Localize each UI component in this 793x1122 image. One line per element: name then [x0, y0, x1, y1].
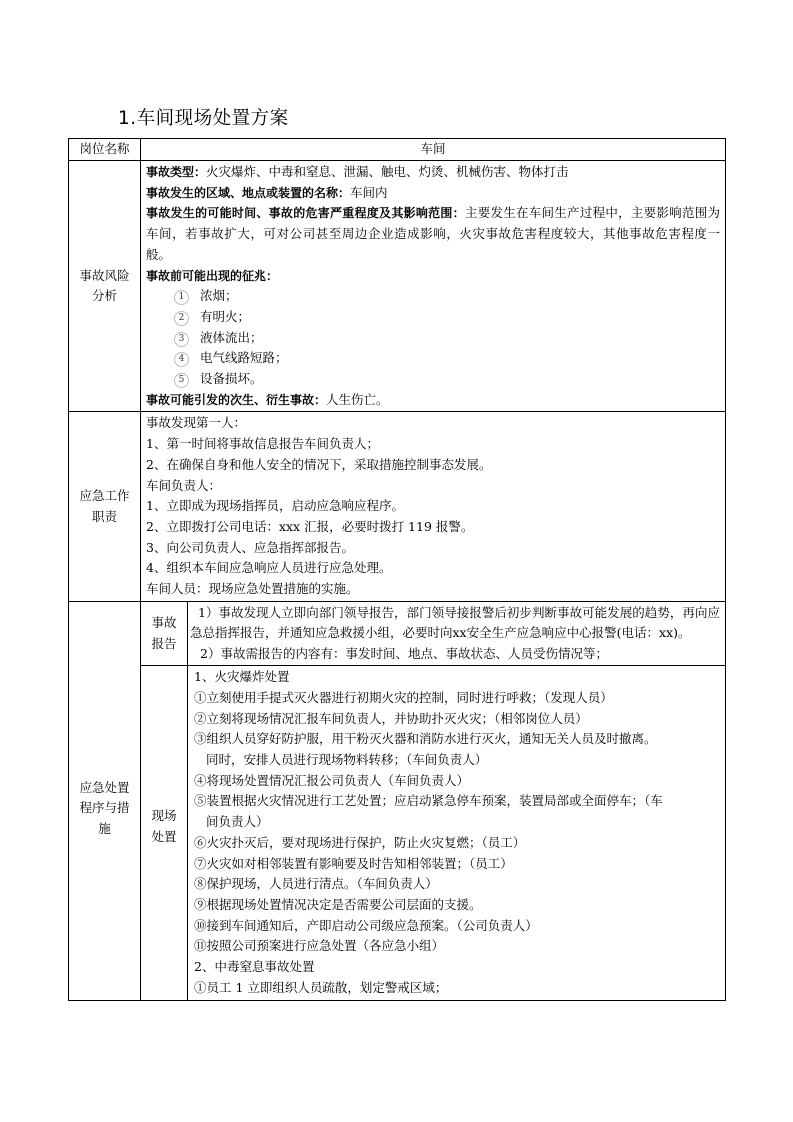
position-name-label: 岗位名称 [69, 139, 141, 161]
onsite-line: ⑩接到车间通知后，产即启动公司级应急预案。（公司负责人） [194, 917, 538, 933]
circled-number-icon: 5 [174, 373, 189, 388]
table-row-risk-analysis [69, 161, 726, 412]
duty-line: 3、向公司负责人、应急指挥部报告。 [146, 539, 354, 555]
accident-type: 事故类型：火灾爆炸、中毒和窒息、泄漏、触电、灼烫、机械伤害、物体打击 [146, 164, 569, 179]
onsite-line: ①员工 1 立即组织人员疏散，划定警戒区域； [194, 979, 448, 995]
duty-line: 2、立即拨打公司电话：xxx 汇报，必要时拨打 119 报警。 [146, 518, 474, 534]
warning-sign-item: 1 浓烟； [146, 286, 720, 307]
risk-analysis-content [141, 161, 726, 412]
accident-area: 事故发生的区域、地点或装置的名称：车间内 [146, 184, 388, 200]
duty-line: 4、组织本车间应急响应人员进行应急处理。 [146, 560, 392, 576]
accident-impact: 事故发生的可能时间、事故的危害严重程度及其影响范围：主要发生在车间生产过程中，主要影响范围为车间，若事故扩大，可对公司甚至周边企业造成影响，火灾事故危害程度较大，其他事故危害程度一般。 [146, 205, 720, 262]
onsite-line: ⑧保护现场，人员进行清点。（车间负责人） [194, 876, 438, 892]
position-name-value: 车间 [141, 139, 726, 161]
onsite-line: ④将现场处置情况汇报公司负责人（车间负责人） [194, 772, 470, 788]
warning-sign-item: 2 有明火； [146, 307, 720, 328]
onsite-handling-label: 现场 处置 [141, 666, 188, 1000]
onsite-line: ①立刻使用手提式灭火器进行初期火灾的控制，同时进行呼救；（发现人员） [194, 689, 613, 705]
table-row-emergency-duties [69, 412, 726, 601]
onsite-line: 间负责人） [206, 814, 269, 830]
circled-number-icon: 1 [174, 290, 189, 305]
warning-sign-item: 3 液体流出； [146, 328, 720, 349]
onsite-line: ②立刻将现场情况汇报车间负责人，并协助扑灭火灾；（相邻岗位人员） [194, 710, 588, 726]
onsite-line: ⑦火灾如对相邻装置有影响要及时告知相邻装置；（员工） [194, 855, 513, 871]
onsite-line: 1、火灾爆炸处置 [194, 669, 290, 685]
duty-line: 1、第一时间将事故信息报告车间负责人； [146, 436, 379, 452]
onsite-line: ③组织人员穿好防护服，用干粉灭火器和消防水进行灭火，通知无关人员及时撤离。 [194, 731, 657, 747]
emergency-procedure-label: 应急处置 程序与措 施 [69, 601, 141, 1000]
accident-report-content [188, 601, 726, 666]
risk-analysis-label: 事故风险 分析 [69, 161, 141, 412]
onsite-line: ⑨根据现场处置情况决定是否需要公司层面的支援。 [194, 897, 482, 912]
duty-line: 2、在确保自身和他人安全的情况下，采取措施控制事态发展。 [146, 456, 492, 472]
table-row-accident-report [69, 601, 726, 666]
report-paragraph-1: 1）事故发现人立即向部门领导报告，部门领导接报警后初步判断事故可能发展的趋势，再向应急总指挥报告，并通知应急救援小组，必要时向xx安全生产应急响应中心报警(电话：xx)。 [190, 604, 720, 641]
accident-report-label: 事故 报告 [141, 601, 188, 666]
report-paragraph-2: 2）事故需报告的内容有：事发时间、地点、事故状态、人员受伤情况等； [200, 645, 608, 661]
onsite-line: ⑥火灾扑灭后，要对现场进行保护，防止火灾复燃；（员工） [194, 834, 526, 850]
circled-number-icon: 2 [174, 311, 189, 326]
onsite-handling-content [188, 666, 726, 1000]
table-row-header [69, 139, 726, 161]
circled-number-icon: 3 [174, 332, 189, 347]
circled-number-icon: 4 [174, 352, 189, 367]
onsite-line: ⑤装置根据火灾情况进行工艺处置；应启动紧急停车预案，装置局部或全面停车；（车 [194, 793, 663, 809]
onsite-line: ⑪按照公司预案进行应急处置（各应急小组） [194, 938, 445, 954]
duty-line: 车间人员：现场应急处置措施的实施。 [146, 581, 359, 597]
table-row-onsite-handling [69, 666, 726, 1000]
warning-signs-label: 事故前可能出现的征兆： [146, 268, 279, 283]
onsite-line: 同时，安排人员进行现场物料转移；（车间负责人） [206, 752, 488, 768]
duty-line: 事故发现第一人： [146, 415, 247, 431]
warning-sign-item: 5 设备损坏。 [146, 369, 720, 390]
warning-sign-item: 4 电气线路短路； [146, 348, 720, 369]
duty-line: 车间负责人： [146, 477, 222, 493]
emergency-duties-content [141, 412, 726, 601]
emergency-duties-label: 应急工作 职责 [69, 412, 141, 601]
page-title: 1.车间现场处置方案 [118, 108, 289, 129]
secondary-accident: 事故可能引发的次生、衍生事故：人生伤亡。 [146, 391, 389, 407]
onsite-line: 2、中毒窒息事故处置 [194, 959, 315, 975]
duty-line: 1、立即成为现场指挥员，启动应急响应程序。 [146, 498, 404, 514]
emergency-plan-table [68, 138, 726, 1001]
